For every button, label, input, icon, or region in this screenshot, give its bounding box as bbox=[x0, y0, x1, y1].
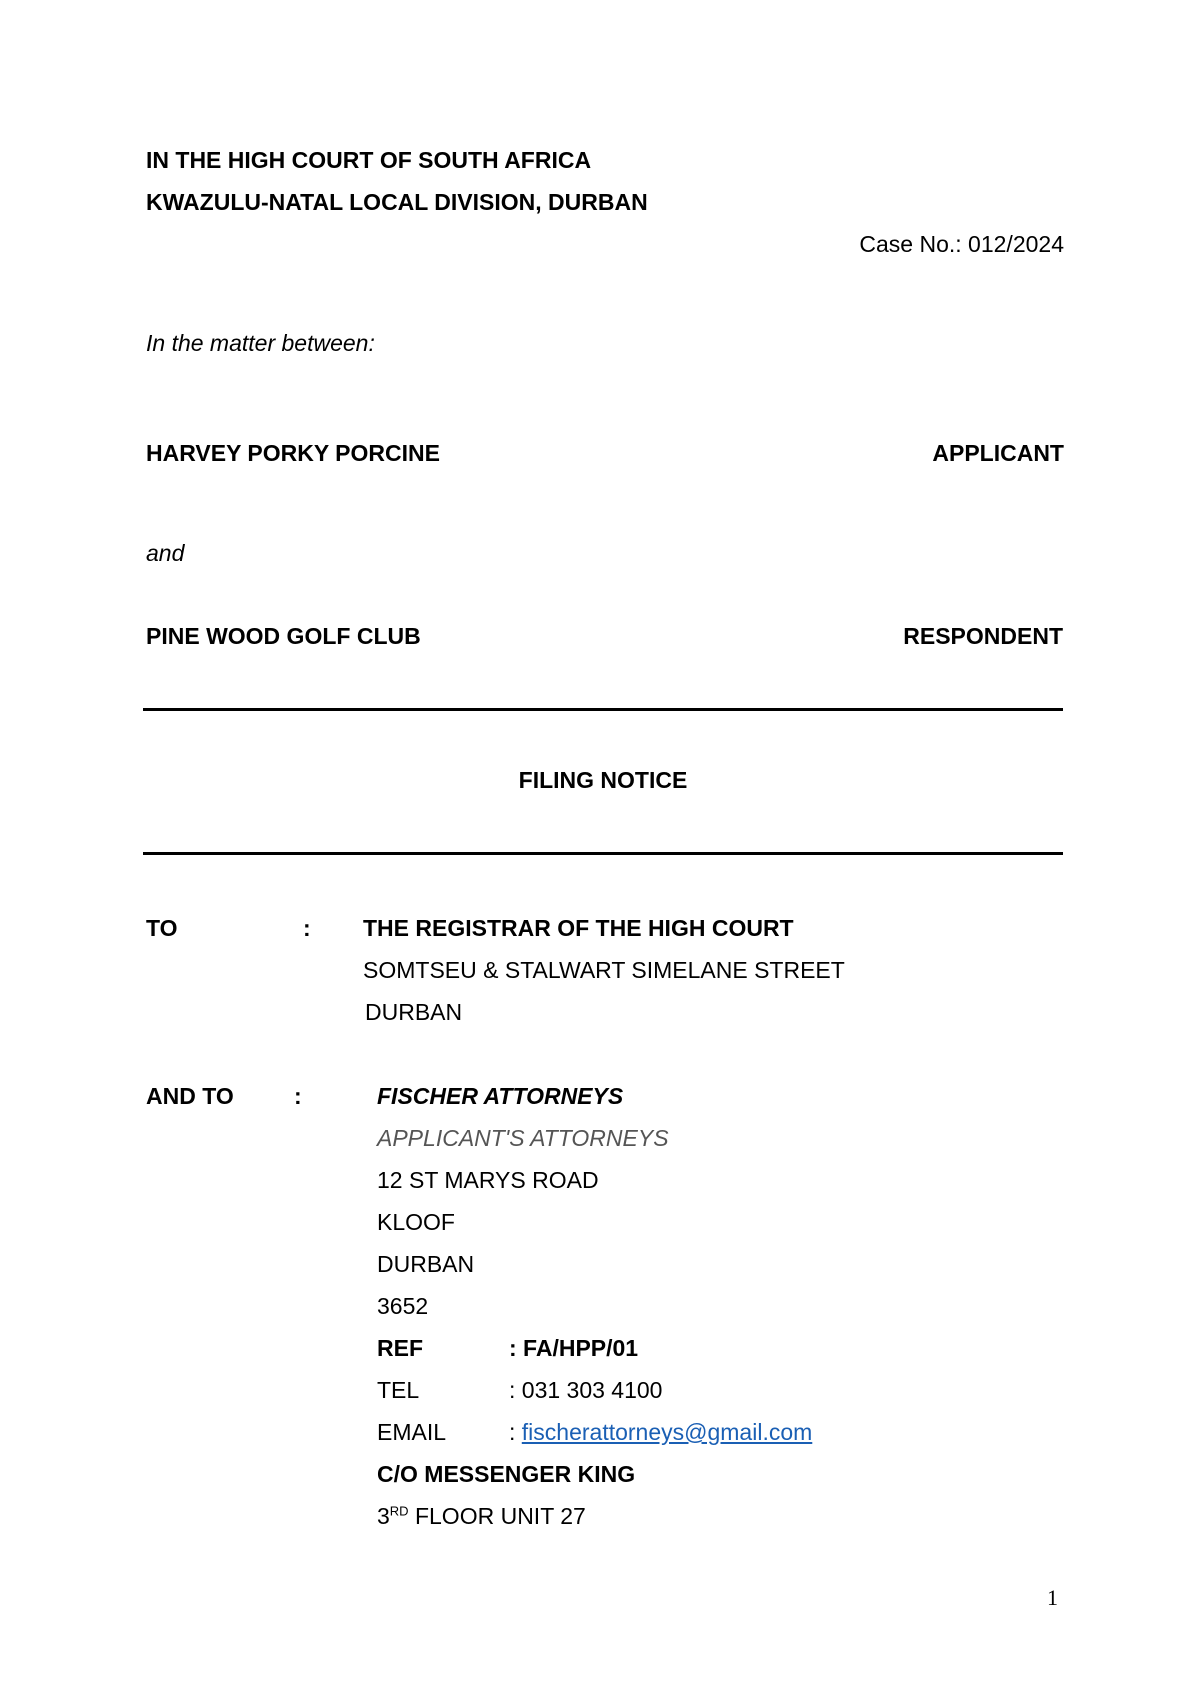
respondent-role: RESPONDENT bbox=[903, 623, 1063, 649]
case-number: Case No.: 012/2024 bbox=[859, 231, 1064, 257]
matter-intro: In the matter between: bbox=[146, 330, 375, 356]
respondent-name: PINE WOOD GOLF CLUB bbox=[146, 623, 421, 649]
ref-label: REF bbox=[377, 1335, 423, 1361]
applicant-role: APPLICANT bbox=[932, 440, 1064, 466]
registrar-address-line: DURBAN bbox=[365, 999, 463, 1025]
attorney-address-line: 12 ST MARYS ROAD bbox=[377, 1167, 599, 1193]
and-to-colon: : bbox=[294, 1083, 302, 1109]
to-label: TO bbox=[146, 915, 178, 941]
email-label: EMAIL bbox=[377, 1419, 447, 1445]
care-of: C/O MESSENGER KING bbox=[377, 1461, 636, 1487]
attorney-firm: FISCHER ATTORNEYS bbox=[377, 1083, 624, 1109]
and-to-label: AND TO bbox=[146, 1083, 234, 1109]
attorney-address-line: DURBAN bbox=[377, 1251, 475, 1277]
registrar-name: THE REGISTRAR OF THE HIGH COURT bbox=[363, 915, 794, 941]
tel-value: : 031 303 4100 bbox=[509, 1377, 663, 1403]
floor-number: 3 bbox=[377, 1503, 390, 1529]
attorney-address-line: 3652 bbox=[377, 1293, 429, 1319]
registrar-address-line: SOMTSEU & STALWART SIMELANE STREET bbox=[363, 957, 845, 983]
court-name: IN THE HIGH COURT OF SOUTH AFRICA bbox=[146, 147, 592, 173]
conjunction-and: and bbox=[146, 540, 185, 566]
to-colon: : bbox=[303, 915, 311, 941]
email-colon: : bbox=[509, 1419, 516, 1445]
floor-unit-text: FLOOR UNIT 27 bbox=[408, 1503, 586, 1529]
page-number: 1 bbox=[1047, 1585, 1058, 1610]
email-row bbox=[509, 1419, 812, 1446]
ref-value: : FA/HPP/01 bbox=[509, 1335, 639, 1361]
tel-label: TEL bbox=[377, 1377, 420, 1403]
floor-unit bbox=[377, 1503, 586, 1530]
floor-ordinal: RD bbox=[389, 1503, 409, 1519]
document-title: FILING NOTICE bbox=[518, 767, 688, 793]
email-link[interactable]: fischerattorneys@gmail.com bbox=[521, 1419, 813, 1445]
court-division: KWAZULU-NATAL LOCAL DIVISION, DURBAN bbox=[146, 189, 648, 215]
attorney-address-line: KLOOF bbox=[377, 1209, 455, 1235]
applicant-name: HARVEY PORKY PORCINE bbox=[146, 440, 440, 466]
title-rule-bottom bbox=[143, 852, 1063, 855]
title-rule-top bbox=[143, 708, 1063, 711]
attorney-capacity: APPLICANT'S ATTORNEYS bbox=[377, 1125, 669, 1151]
